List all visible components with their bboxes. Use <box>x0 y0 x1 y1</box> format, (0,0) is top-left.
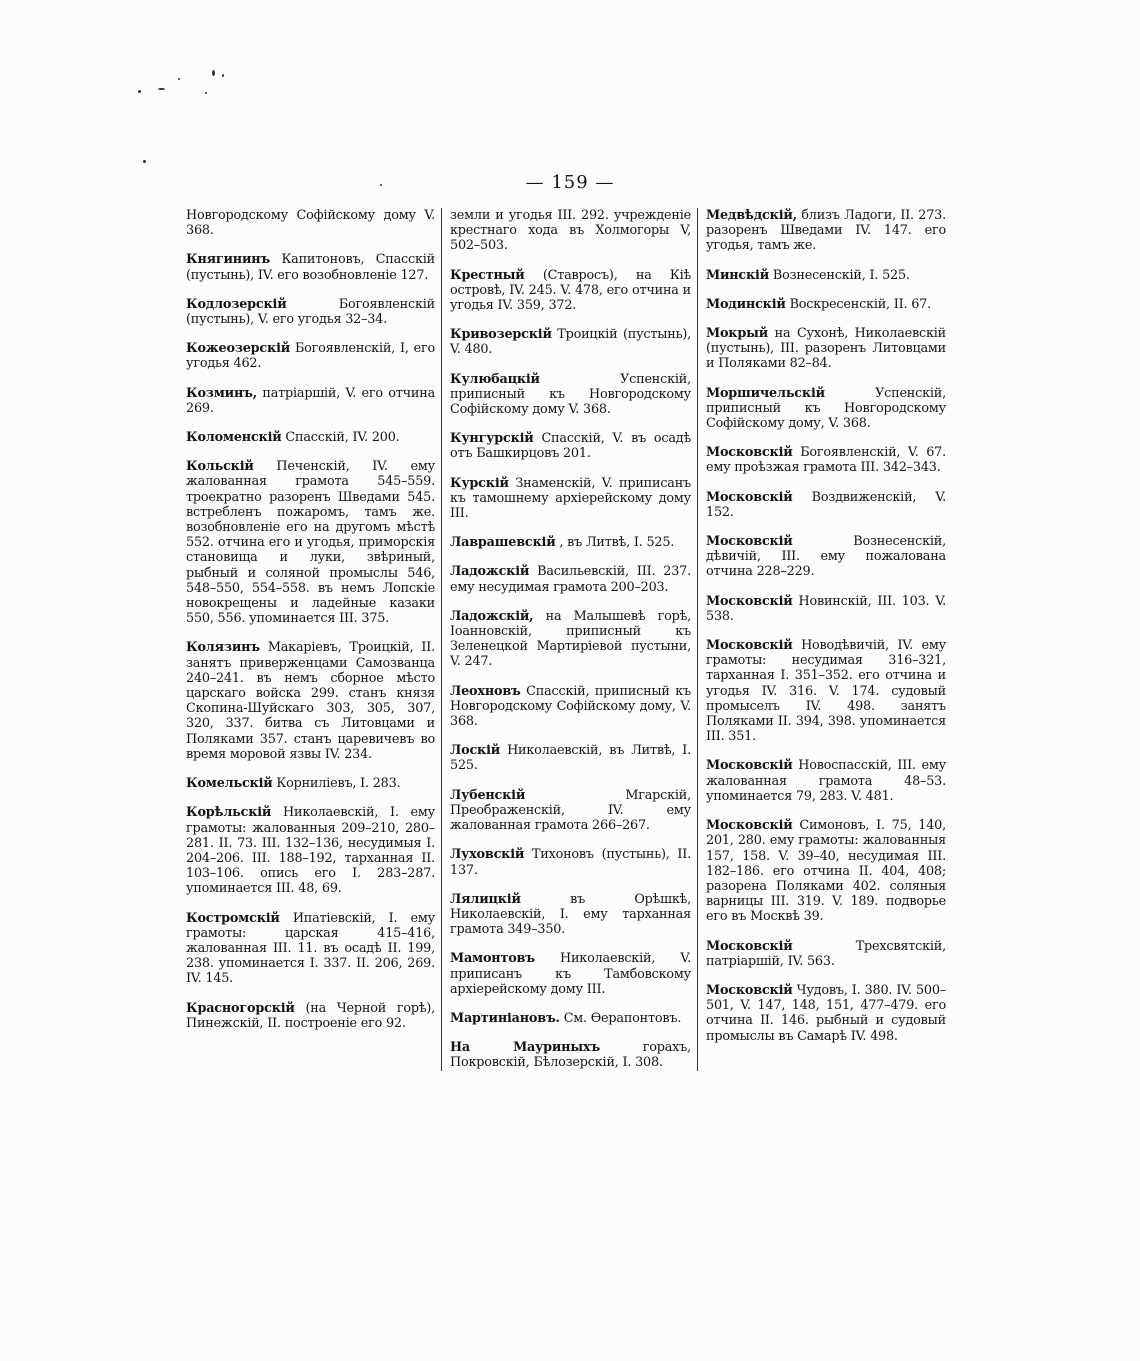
entry-headword: Ладожскій <box>450 564 530 580</box>
entry-text: Богоявленскій, I, его угодья 462. <box>186 341 436 372</box>
index-entry <box>186 208 435 238</box>
entry-text: Тихоновъ (пустынь), II. 137. <box>450 847 691 878</box>
entry-headword: Московскій <box>706 758 793 774</box>
index-column-3 <box>698 208 952 1071</box>
entry-headword: Медвѣдскій, <box>706 208 797 223</box>
entry-text: Спасскій, V. въ осадѣ отъ Башкирцовъ 201. <box>450 431 691 462</box>
index-entry <box>706 208 946 254</box>
entry-headword: Мамонтовъ <box>450 951 535 967</box>
entry-headword: Московскій <box>706 982 793 998</box>
entry-text: См. Ѳерапонтовъ. <box>563 1010 682 1026</box>
index-entry <box>450 564 691 594</box>
entry-text: Знаменскій, V. приписанъ къ тамошнему архіерейскому дому III. <box>450 475 691 522</box>
entry-text: (Ставросъ), на Кіѣ островѣ, IV. 245. V. 478, его отчина и угодья IV. 359, 372. <box>450 267 692 314</box>
entry-headword: Московскій <box>706 445 793 461</box>
index-entry <box>450 1040 691 1070</box>
entry-text: близъ Ладоги, II. 273. разоренъ Шведами IV. 147. его угодья, тамъ же. <box>706 208 946 254</box>
entry-text: Новгородскому Софійскому дому V. 368. <box>186 208 435 239</box>
entry-text: Печенскій, IV. ему жалованная грамота 545–559. троекратно разоренъ Шведами 545. встребленъ пожаромъ, тамъ же. возобновленіе его на другомъ мѣстѣ 552. отчина его и угодья, приморскія становища и луки, звѣриный, рыбный и соляной промыслы 546, 548–550, 554–558. въ немъ Лопскіе новокрещены и ладейные казаки 550, 556. упоминается III. 375. <box>186 459 435 627</box>
index-entry <box>186 459 435 626</box>
index-entry <box>186 776 435 791</box>
entry-headword: Кольскій <box>186 459 254 475</box>
entry-text: Успенскій, приписный къ Новгородскому Софійскому дому, V. 368. <box>706 385 946 432</box>
index-entry <box>450 951 691 997</box>
entry-text: Чудовъ, I. 380. IV. 500–501, V. 147, 148, 151, 477–479. его отчина II. 146. рыбный и судовый промыслы въ Самарѣ IV. 498. <box>706 982 946 1044</box>
entry-text: Богоявленскій, V. 67. ему проѣзжая грамота III. 342–343. <box>706 445 946 476</box>
index-entry <box>450 431 691 461</box>
index-entry <box>450 847 691 877</box>
index-entry <box>450 1011 691 1026</box>
entry-text: Симоновъ, I. 75, 140, 201, 280. ему грамоты: жалованныя 157, 158. V. 39–40, несудимая III. 182–186. его отчина II. 404, 408; разорена Поляками 402. соляныя варницы III. 319. V. 189. подворье его въ Москвѣ 39. <box>706 818 946 925</box>
entry-text: на Сухонѣ, Николаевскій (пустынь), III. разоренъ Литовцами и Поляками 82–84. <box>706 326 947 372</box>
entry-headword: Лаврашевскій <box>450 535 556 551</box>
index-entry <box>706 758 946 804</box>
entry-headword: Ладожскій, <box>450 608 534 624</box>
entry-headword: Кодлозерскій <box>186 296 287 312</box>
entry-text: Николаевскій, I. ему грамоты: жалованныя 209–210, 280–281. II. 73. III. 132–136, несудимыя I. 204–206. III. 188–192, тарханная II. 103–106. опись его I. 283–287. упоминается III. 48, 69. <box>186 805 435 897</box>
entry-headword: Московскій <box>706 938 793 954</box>
entry-headword: Лялицкій <box>450 891 521 907</box>
index-entry <box>450 788 691 834</box>
entry-text: Троицкій (пустынь), V. 480. <box>450 327 691 358</box>
index-entry <box>450 327 691 357</box>
entry-headword: Моршичельскій <box>706 385 825 401</box>
page-number: — 159 — <box>525 172 615 193</box>
entry-text: Воскресенскій, II. 67. <box>789 296 931 312</box>
index-entry <box>706 638 946 744</box>
index-entry <box>450 609 691 670</box>
entry-headword: Московскій <box>706 818 793 834</box>
entry-headword: Комельскій <box>186 776 273 792</box>
entry-headword: Костромскій <box>186 910 280 926</box>
entry-headword: Козминъ, <box>186 385 257 401</box>
entry-headword: Луховскій <box>450 847 525 863</box>
entry-text: Корниліевъ, I. 283. <box>276 776 401 792</box>
index-entry <box>706 490 946 520</box>
entry-headword: Кулюбацкій <box>450 371 540 387</box>
entry-headword: Княгининъ <box>186 252 271 268</box>
entry-text: Новоспасскій, III. ему жалованная грамота 48–53. упоминается 79, 283. V. 481. <box>706 758 946 804</box>
entry-text: Спасскій, IV. 200. <box>285 430 400 446</box>
index-entry <box>706 297 946 312</box>
index-entry <box>186 297 435 327</box>
entry-headword: Модинскій <box>706 296 786 312</box>
index-entry <box>186 341 435 371</box>
entry-headword: Минскій <box>706 267 770 283</box>
index-entry <box>450 208 691 254</box>
entry-text: Воздвиженскій, V. 152. <box>706 489 947 520</box>
index-entry <box>706 326 946 372</box>
index-entry <box>450 535 691 550</box>
entry-text: Васильевскій, III. 237. ему несудимая грамота 200–203. <box>450 564 691 595</box>
entry-headword: Коломенскій <box>186 430 282 446</box>
entry-text: въ Орѣшкѣ, Николаевскій, I. ему тарханная грамота 349–350. <box>450 891 692 938</box>
index-entry <box>706 445 946 475</box>
entry-headword: Кунгурскій <box>450 431 534 447</box>
entry-text: Николаевскій, V. приписанъ къ Тамбовскому архіерейскому дому III. <box>450 951 691 997</box>
entry-headword: Лоскій <box>450 743 501 759</box>
entry-text: Успенскій, приписный къ Новгородскому Софійскому дому V. 368. <box>450 371 691 418</box>
entry-headword: Кожеозерскій <box>186 341 291 357</box>
index-entry <box>450 892 691 938</box>
entry-headword: Крестный <box>450 267 525 283</box>
entry-headword: Корѣльскій <box>186 805 272 821</box>
entry-headword: На Мауриныхъ <box>450 1040 601 1056</box>
entry-text: Мгарскій, Преображенскій, IV. ему жалованная грамота 266–267. <box>450 787 691 834</box>
index-entry <box>706 594 946 624</box>
index-entry <box>706 386 946 432</box>
entry-text: земли и угодья III. 292. учрежденіе крестнаго хода въ Холмогоры V, 502–503. <box>450 208 691 254</box>
entry-headword: Курскій <box>450 475 509 491</box>
index-entry <box>706 939 946 969</box>
entry-text: Вознесенскій, дѣвичій, III. ему пожалована отчина 228–229. <box>706 534 946 580</box>
entry-text: Вознесенскій, I. 525. <box>772 267 910 283</box>
entry-headword: Кривозерскій <box>450 327 552 343</box>
index-entry <box>450 372 691 418</box>
entry-headword: Московскій <box>706 593 793 609</box>
entry-text: (на Черной горѣ), Пинежскій, II. построеніе его 92. <box>186 1000 436 1031</box>
entry-headword: Мокрый <box>706 326 769 342</box>
index-entry <box>186 386 435 416</box>
index-entry <box>450 743 691 773</box>
entry-text: горахъ, Покровскій, Бѣлозерскій, I. 308. <box>450 1040 691 1071</box>
index-columns <box>186 208 952 1071</box>
entry-headword: Московскій <box>706 489 793 505</box>
entry-headword: Мартиніановъ. <box>450 1010 560 1026</box>
entry-headword: Красногорскій <box>186 1000 295 1016</box>
entry-text: Спасскій, приписный къ Новгородскому Софійскому дому, V. 368. <box>450 683 691 730</box>
index-entry <box>450 476 691 522</box>
index-entry <box>186 1001 435 1031</box>
index-entry <box>706 268 946 283</box>
index-entry <box>186 640 435 762</box>
entry-headword: Леохновъ <box>450 683 521 699</box>
entry-text: на Малышевѣ горѣ, Іоанновскій, приписный къ Зеленецкой Мартиріевой пустыни, V. 247. <box>450 608 692 670</box>
index-column-2 <box>442 208 698 1071</box>
index-entry <box>450 684 691 730</box>
index-entry <box>186 805 435 896</box>
index-entry <box>706 818 946 924</box>
entry-text: Макаріевъ, Троицкій, II. занятъ приверженцами Самозванца 240–241. въ немъ сборное мѣсто царскаго войска 299. станъ князя Скопина-Шуйскаго 303, 305, 307, 320, 337. битва съ Литовцами и Поляками 357. станъ царевичевъ во время моровой язвы IV. 234. <box>186 640 435 762</box>
index-entry <box>706 534 946 580</box>
index-entry <box>450 268 691 314</box>
entry-text: патріаршій, V. его отчина 269. <box>186 385 435 416</box>
entry-headword: Колязинъ <box>186 640 260 656</box>
index-entry <box>706 983 946 1044</box>
entry-text: Трехсвятскій, патріаршій, IV. 563. <box>706 938 946 969</box>
index-column-1 <box>186 208 442 1071</box>
entry-text: Новинскій, III. 103. V. 538. <box>706 593 946 624</box>
entry-headword: Московскій <box>706 638 793 654</box>
entry-text: Ипатіевскій, I. ему грамоты: царская 415–416, жалованная III. 11. въ осадѣ II. 199, 238. упоминается I. 337. II. 206, 269. IV. 145. <box>186 910 435 987</box>
entry-headword: Московскій <box>706 534 793 550</box>
entry-text: Николаевскій, въ Литвѣ, I. 525. <box>450 743 691 774</box>
index-entry <box>186 430 435 445</box>
entry-headword: Лубенскій <box>450 787 526 803</box>
entry-text: Богоявленскій (пустынь), V. его угодья 32–34. <box>186 296 435 328</box>
entry-text: , въ Литвѣ, I. 525. <box>559 535 675 551</box>
entry-text: Капитоновъ, Спасскій (пустынь), IV. его возобновленіе 127. <box>186 252 436 283</box>
entry-text: Новодѣвичій, IV. ему грамоты: несудимая 316–321, тарханная I. 351–352. его отчина и угодья IV. 316. V. 174. судовый промыселъ IV. 498. занятъ Поляками II. 394, 398. упоминается III. 351. <box>706 638 946 745</box>
index-entry <box>186 252 435 282</box>
index-entry <box>186 911 435 987</box>
